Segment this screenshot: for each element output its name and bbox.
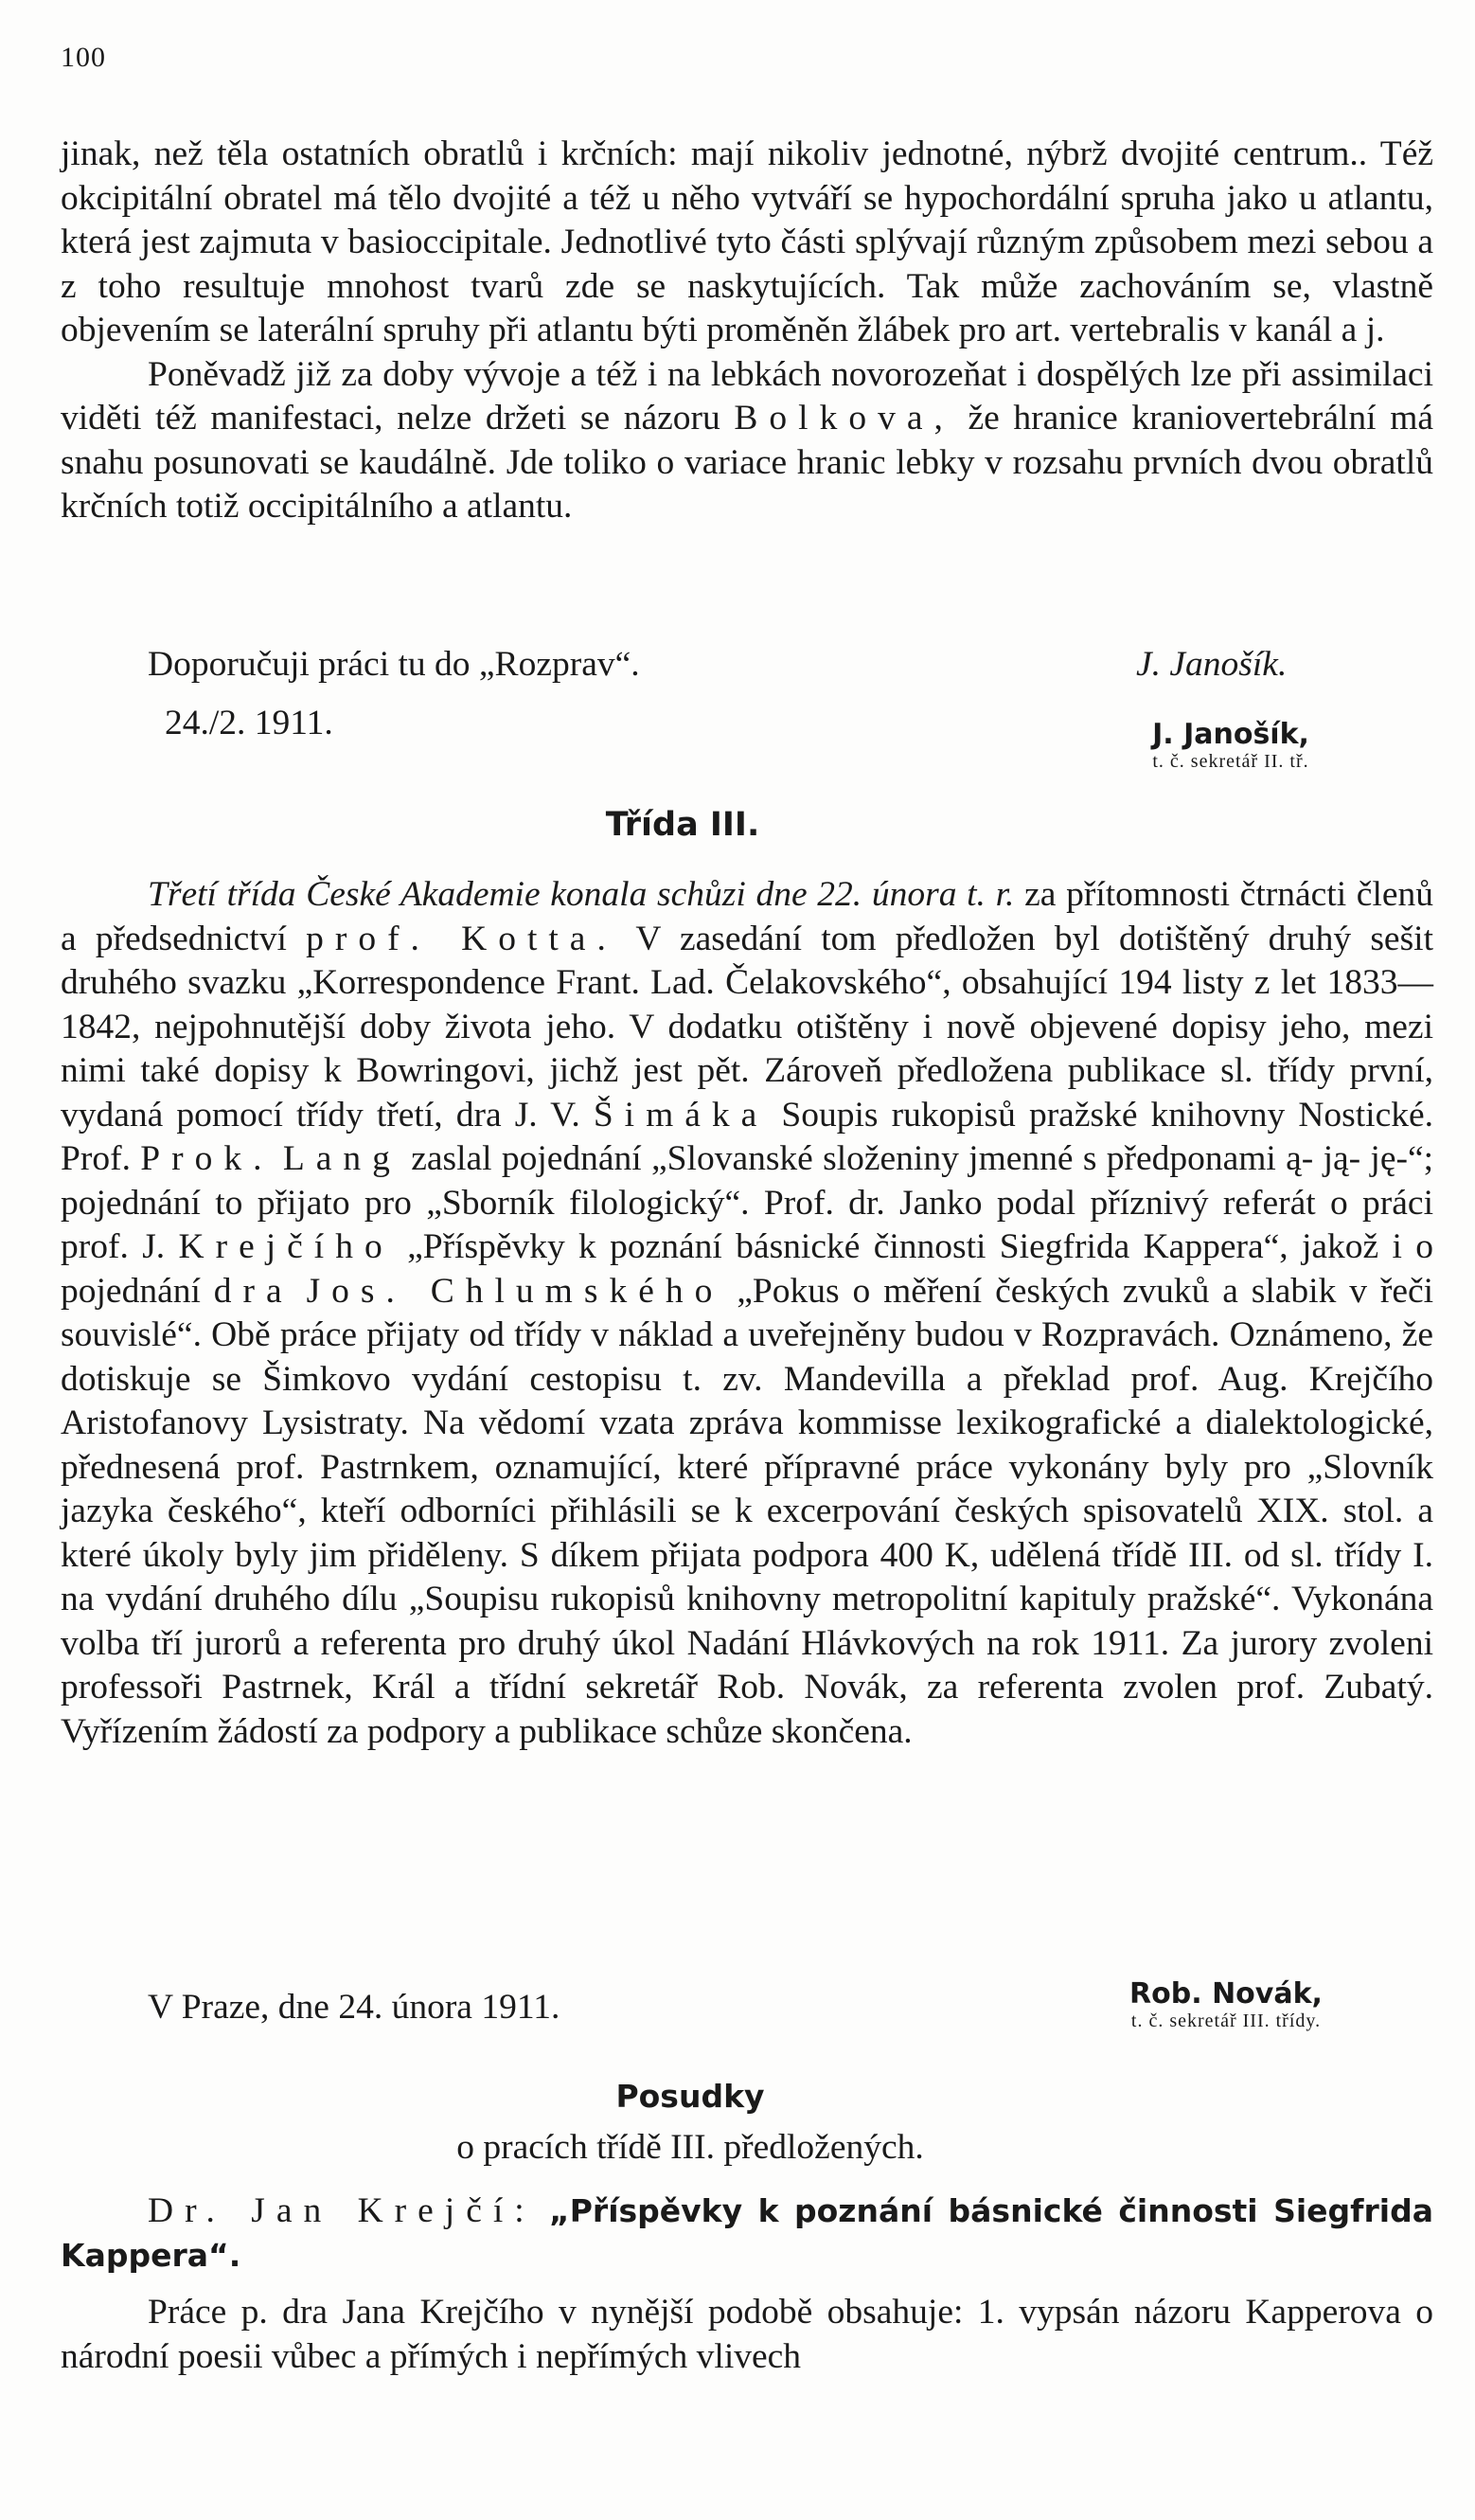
text-run: Třetí třída České Akademie konala schůzi dne 22. února t. r. bbox=[148, 875, 1015, 914]
person-name: Lang bbox=[282, 1139, 401, 1178]
paragraph bbox=[61, 353, 1433, 529]
person-name: Krejčího bbox=[178, 1227, 394, 1266]
person-name: Prok. bbox=[140, 1139, 274, 1178]
signature bbox=[1098, 718, 1363, 773]
text-run: „Příspěvky k poznání básnické činnosti Siegfrida Kappera“, jakož i o pojednání bbox=[61, 1227, 1434, 1311]
signature bbox=[1070, 1977, 1382, 2032]
person-title: dra bbox=[213, 1271, 293, 1311]
posudky-subheading: o pracích třídě III. předložených. bbox=[456, 2128, 924, 2167]
paragraph: jinak, než těla ostatních obratlů i krčních: mají nikoliv jednotné, nýbrž dvojité centrum.. Též okcipitální obratel má tělo dvojité a též u něho vytváří se hypochordální spruha jako u atlantu, která jest zajmuta v basioccipitale. Jednotlivé tyto části splývají různým způsobem mezi sebou a z toho resultuje mnohost tvarů zde se naskytujících. Tak může zachováním se, vlastně objevením se laterální spruhy při atlantu býti proměněn žlábek pro art. vertebralis v kanál a j. bbox=[61, 134, 1433, 349]
signature-script: J. Janošík. bbox=[1136, 645, 1288, 684]
text-run: za přítomnosti čtrnácti členů a předsednictví bbox=[61, 875, 1434, 958]
closing-block bbox=[61, 1977, 1433, 2053]
text-run: Soupis rukopisů pražské knihovny Nostické. Prof. bbox=[61, 1095, 1433, 1178]
section-class3 bbox=[61, 873, 1433, 1754]
person-name: Jos. Chlumského bbox=[306, 1271, 724, 1311]
person-name: prof. Kotta. bbox=[306, 919, 617, 958]
paragraph: Práce p. dra Jana Krejčího v nynější podobě obsahuje: 1. vypsán názoru Kapperova o národní poesii vůbec a přímých i nepřímých vlivech bbox=[61, 2293, 1433, 2376]
signature-title: t. č. sekretář II. tř. bbox=[1152, 751, 1309, 772]
section-anatomy bbox=[61, 133, 1433, 529]
signature-name: J. Janošík, bbox=[1152, 718, 1309, 751]
recommendation-block bbox=[61, 644, 1433, 786]
text-run: „Pokus o měření českých zvuků a slabik v řeči souvislé“. Obě práce přijaty od třídy v náklad a uveřejněny budou v Rozpravách. Oznámeno, že dotiskuje se Šimkovo vydání cestopisu t. zv. Mandevilla a překlad prof. Aug. Krejčího Aristofanovy Lysistraty. Na vědomí vzata zpráva kommisse lexikografické a dialektologické, přednesená prof. Pastrnkem, oznamující, které přípravné práce vykonány byly pro „Slovník jazyka českého“, kteří odborníci přihlásili se k excerpování českých spisovatelů XIX. stol. a které úkoly byly jim přiděleny. S díkem přijata podpora 400 K, udělená třídě III. od sl. třídy I. na vydání druhého dílu „Soupisu rukopisů knihovny metropolitní kapituly pražské“. Vykonána volba tří jurorů a referenta pro druhý úkol Nadání Hlávkových na rok 1911. Za jurory zvoleni professoři Pastrnek, Král a třídní sekretář Rob. Novák, za referenta zvolen prof. Zubatý. Vyřízením žádostí za podpory a publikace schůze skončena. bbox=[61, 1271, 1434, 1751]
date: 24./2. 1911. bbox=[165, 704, 333, 742]
review-author: Dr. Jan Krejčí: bbox=[148, 2191, 536, 2230]
review-title bbox=[61, 2189, 1433, 2278]
review-work-title: „Příspěvky k poznání básnické činnosti Siegfrida Kappera“. bbox=[61, 2192, 1433, 2274]
recommendation: Doporučuji práci tu do „Rozprav“. bbox=[148, 645, 640, 684]
section-heading: Třída III. bbox=[605, 806, 760, 844]
review-block bbox=[61, 2189, 1433, 2379]
person-name: Šimáka bbox=[593, 1095, 769, 1135]
signature-title: t. č. sekretář III. třídy. bbox=[1130, 2011, 1322, 2031]
posudky-heading: Posudky bbox=[615, 2078, 765, 2115]
text-run: Poněvadž již za doby vývoje a též i na lebkách novorozeňat i dospělých lze při assimilaci viděti též manifestaci, nelze držeti se názoru bbox=[61, 354, 1433, 438]
paragraph bbox=[61, 873, 1433, 1754]
author-name: Bolkova, bbox=[734, 399, 954, 438]
signature-name: Rob. Novák, bbox=[1129, 1977, 1323, 2011]
place-date: V Praze, dne 24. února 1911. bbox=[148, 1988, 560, 2027]
text-run: že hranice kraniovertebrální má snahu posunovati se kaudálně. Jde toliko o variace hranic lebky v rozsahu prvních dvou obratlů krčních totiž occipitálního a atlantu. bbox=[61, 399, 1434, 526]
text-run: zaslal pojednání „Slovanské složeniny jmenné s předponami ą- ją- ję-“; pojednání to přijato pro „Sborník filologický“. Prof. dr. Janko podal příznivý referát o práci prof. J. bbox=[61, 1139, 1434, 1266]
page-number: 100 bbox=[61, 42, 106, 73]
text-run: V zasedání tom předložen byl dotištěný druhý sešit druhého svazku „Korrespondence Frant. Lad. Čelakovského“, obsahující 194 listy z let 1833—1842, nejpohnutější doby života jeho. V dodatku otištěny i nově objevené dopisy jeho, mezi nimi také dopisy k Bowringovi, jichž jest pět. Zároveň předložena publikace sl. třídy první, vydaná pomocí třídy třetí, dra J. V. bbox=[61, 919, 1434, 1135]
